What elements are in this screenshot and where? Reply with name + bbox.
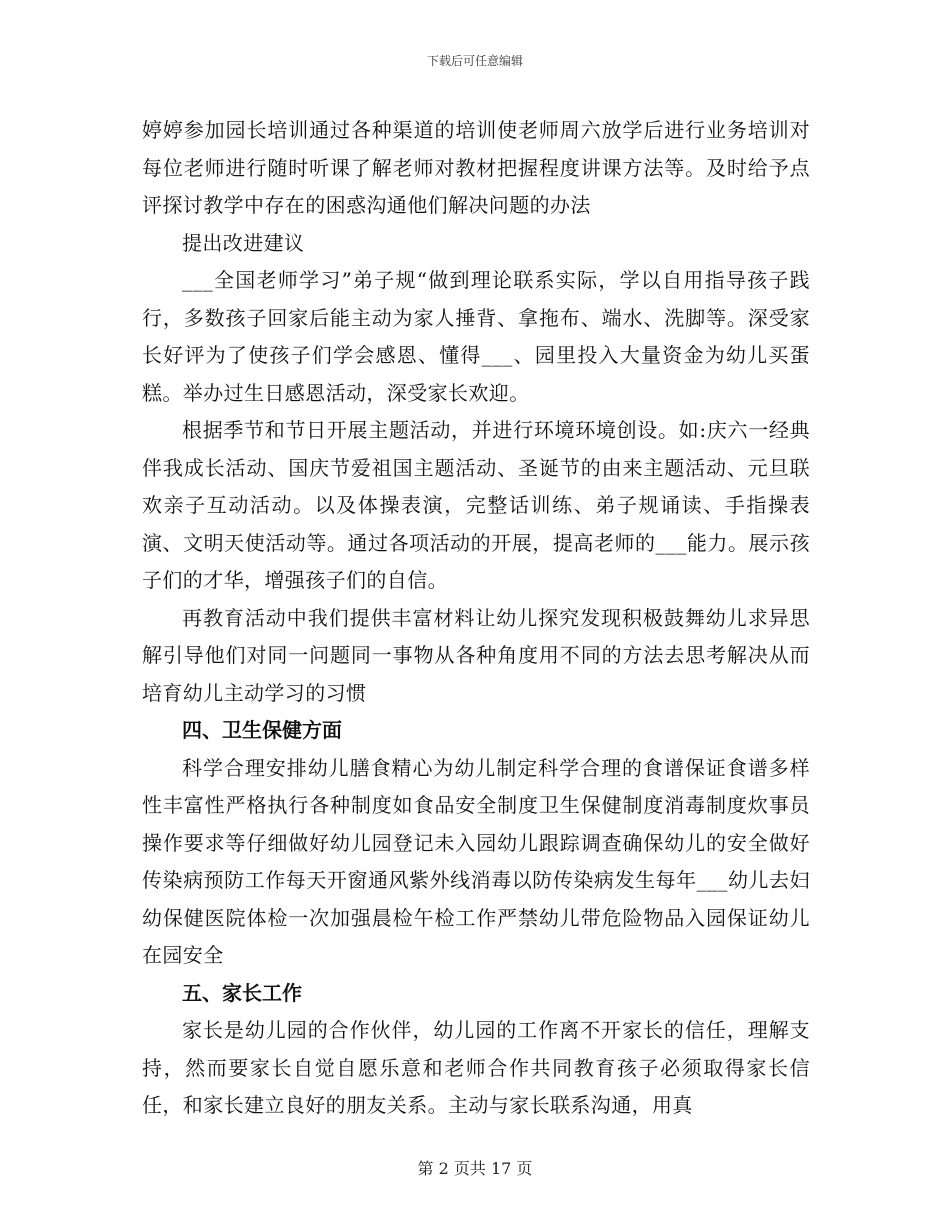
paragraph-dizigui: ___全国老师学习”弟子规“做到理论联系实际，学以自用指导孩子践行，多数孩子回家后能主动为家人捶背、拿拖布、端水、洗脚等。深受家长好评为了使孩子们学会感恩、懂得___、园里投入大量资金为幼儿买蛋糕。举办过生日感恩活动，深受家长欢迎。 [142, 268, 810, 405]
paragraph-exploration: 再教育活动中我们提供丰富材料让幼儿探究发现积极鼓舞幼儿求异思解引导他们对同一问题同一事物从各种角度用不同的方法去思考解决从而培育幼儿主动学习的习惯 [142, 605, 810, 705]
page-header: 下载后可任意编辑 [426, 54, 523, 68]
paragraph-parents: 家长是幼儿园的合作伙伴，幼儿园的工作离不开家长的信任，理解支持，然而要家长自觉自愿乐意和老师合作共同教育孩子必须取得家长信任，和家长建立良好的朋友关系。主动与家长联系沟通，用真 [142, 1018, 810, 1117]
section-heading-parents: 五、家长工作 [182, 980, 302, 1005]
paragraph-health: 科学合理安排幼儿膳食精心为幼儿制定科学合理的食谱保证食谱多样性丰富性严格执行各种制度如食品安全制度卫生保健制度消毒制度炊事员操作要求等仔细做好幼儿园登记未入园幼儿跟踪调查确保幼儿的安全做好传染病预防工作每天开窗通风紫外线消毒以防传染病发生每年___幼儿去妇幼保健医院体检一次加强晨检午检工作严禁幼儿带危险物品入园保证幼儿在园安全 [142, 755, 810, 967]
paragraph-suggestion: 提出改进建议 [182, 230, 305, 255]
document-body [142, 112, 810, 1125]
section-heading-health: 四、卫生保健方面 [182, 718, 342, 742]
page-footer: 第 2 页共 17 页 [417, 1159, 533, 1178]
paragraph-training: 婷婷参加园长培训通过各种渠道的培训使老师周六放学后进行业务培训对每位老师进行随时听课了解老师对教材把握程度讲课方法等。及时给予点评探讨教学中存在的困惑沟通他们解决问题的办法 [142, 118, 810, 217]
paragraph-theme-activities: 根据季节和节日开展主题活动，并进行环境环境创设。如:庆六一经典伴我成长活动、国庆节爱祖国主题活动、圣诞节的由来主题活动、元旦联欢亲子互动活动。以及体操表演，完整话训练、弟子规诵读、手指操表演、文明天使活动等。通过各项活动的开展，提高老师的___能力。展示孩子们的才华，增强孩子们的自信。 [142, 418, 810, 592]
